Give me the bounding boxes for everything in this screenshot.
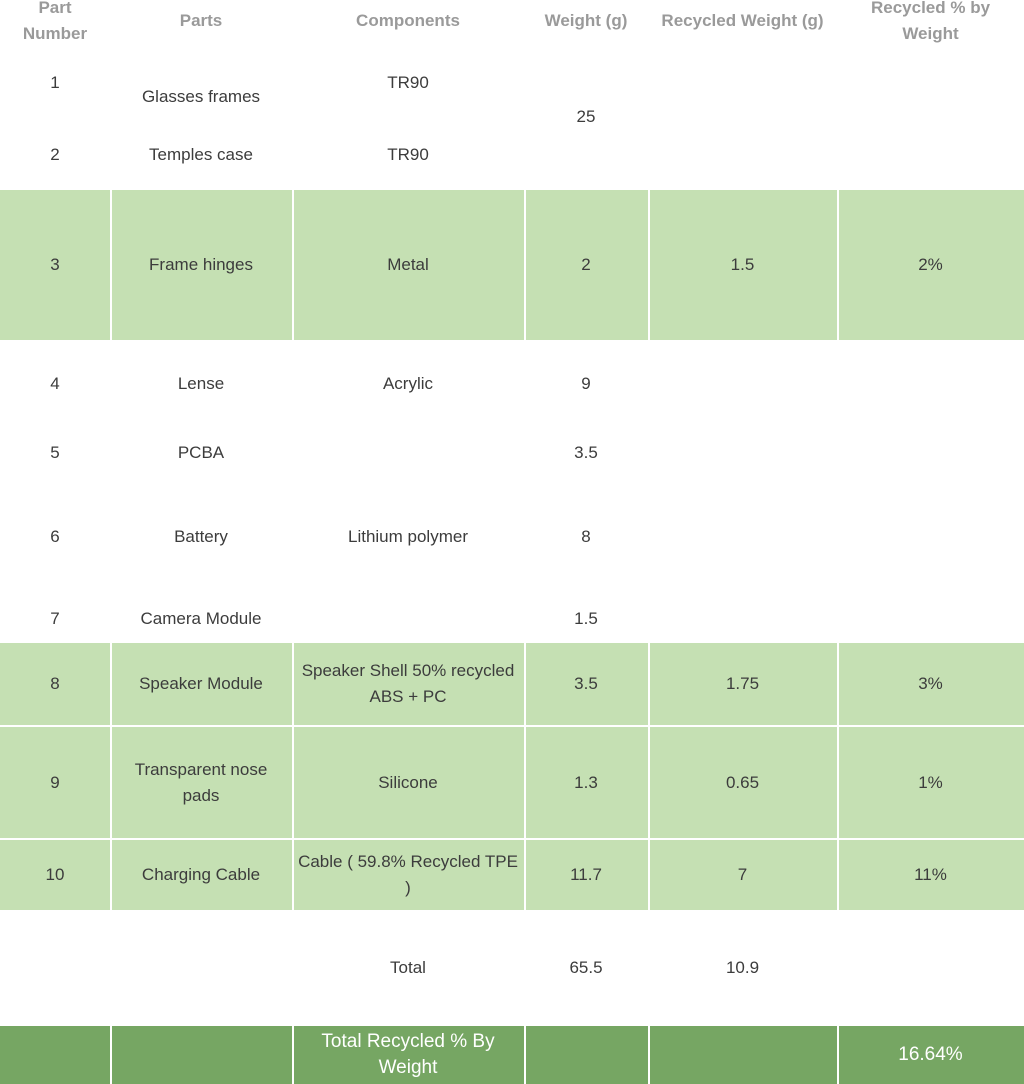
total-weight: 65.5 xyxy=(569,958,603,977)
recycled-percent-cell: 3% xyxy=(918,674,943,693)
weight-cell: 3.5 xyxy=(574,674,598,693)
component-cell: Acrylic xyxy=(382,374,434,393)
header-recycled-percent: Recycled % by Weight xyxy=(870,0,991,43)
band-divider xyxy=(648,1026,650,1084)
weight-cell: 3.5 xyxy=(574,443,598,462)
part-number-cell: 3 xyxy=(50,255,60,274)
part-name-cell: Speaker Module xyxy=(139,674,263,693)
part-name-cell: Camera Module xyxy=(140,609,262,628)
component-cell: Lithium polymer xyxy=(348,527,468,546)
part-name-cell: Temples case xyxy=(149,145,253,164)
part-number-cell: 8 xyxy=(50,674,60,693)
part-name-cell: Transparent nose pads xyxy=(134,759,268,805)
recycled-percent-cell: 2% xyxy=(918,255,943,274)
part-number-cell: 9 xyxy=(50,772,60,792)
recycled-percent-cell: 11% xyxy=(914,865,947,884)
header-part-number: Part Number xyxy=(22,0,88,43)
header-recycled-weight: Recycled Weight (g) xyxy=(661,11,824,30)
component-cell xyxy=(292,438,524,468)
recycled-weight-cell: 1.5 xyxy=(730,255,755,274)
part-number-cell: 1 xyxy=(50,73,60,92)
total-recycled-weight: 10.9 xyxy=(725,958,760,977)
weight-cell: 25 xyxy=(576,107,596,126)
recycled-weight-cell: 7 xyxy=(737,865,748,884)
component-cell xyxy=(292,604,524,634)
recycled-weight-cell: 0.65 xyxy=(725,772,760,792)
weight-cell: 8 xyxy=(581,527,591,546)
component-cell: Metal xyxy=(387,255,429,274)
summary-label: Total Recycled % By Weight xyxy=(321,1031,495,1078)
part-number-cell: 2 xyxy=(50,145,60,164)
component-cell: Silicone xyxy=(378,772,438,792)
component-cell: TR90 xyxy=(387,145,429,164)
band-divider xyxy=(524,1026,526,1084)
part-name-cell: Frame hinges xyxy=(149,255,253,274)
weight-cell: 1.3 xyxy=(574,772,598,792)
part-name-cell: Lense xyxy=(177,374,225,393)
weight-cell: 9 xyxy=(581,374,591,393)
part-number-cell: 4 xyxy=(50,374,60,393)
part-name-cell: Charging Cable xyxy=(141,865,261,884)
part-name-cell: PCBA xyxy=(177,443,225,462)
recycled-percent-cell: 1% xyxy=(918,772,943,792)
header-components: Components xyxy=(356,11,460,30)
component-cell: Speaker Shell 50% recycled ABS + PC xyxy=(301,661,515,706)
part-number-cell: 7 xyxy=(50,609,60,628)
header-parts: Parts xyxy=(179,11,223,30)
recycled-weight-cell: 1.75 xyxy=(725,674,760,693)
weight-cell: 1.5 xyxy=(574,609,598,628)
part-name-cell: Battery xyxy=(174,527,228,546)
weight-cell: 2 xyxy=(581,255,591,274)
part-number-cell: 10 xyxy=(45,865,65,884)
summary-value: 16.64% xyxy=(898,1044,963,1065)
total-label: Total xyxy=(390,958,426,977)
part-number-cell: 5 xyxy=(50,443,60,462)
band-divider xyxy=(110,1026,112,1084)
component-cell: Cable ( 59.8% Recycled TPE ) xyxy=(298,852,518,897)
weight-cell: 11.7 xyxy=(570,865,602,884)
part-name-cell: Glasses frames xyxy=(141,87,261,106)
component-cell: TR90 xyxy=(387,73,429,92)
header-weight: Weight (g) xyxy=(544,11,628,30)
part-number-cell: 6 xyxy=(50,527,60,546)
